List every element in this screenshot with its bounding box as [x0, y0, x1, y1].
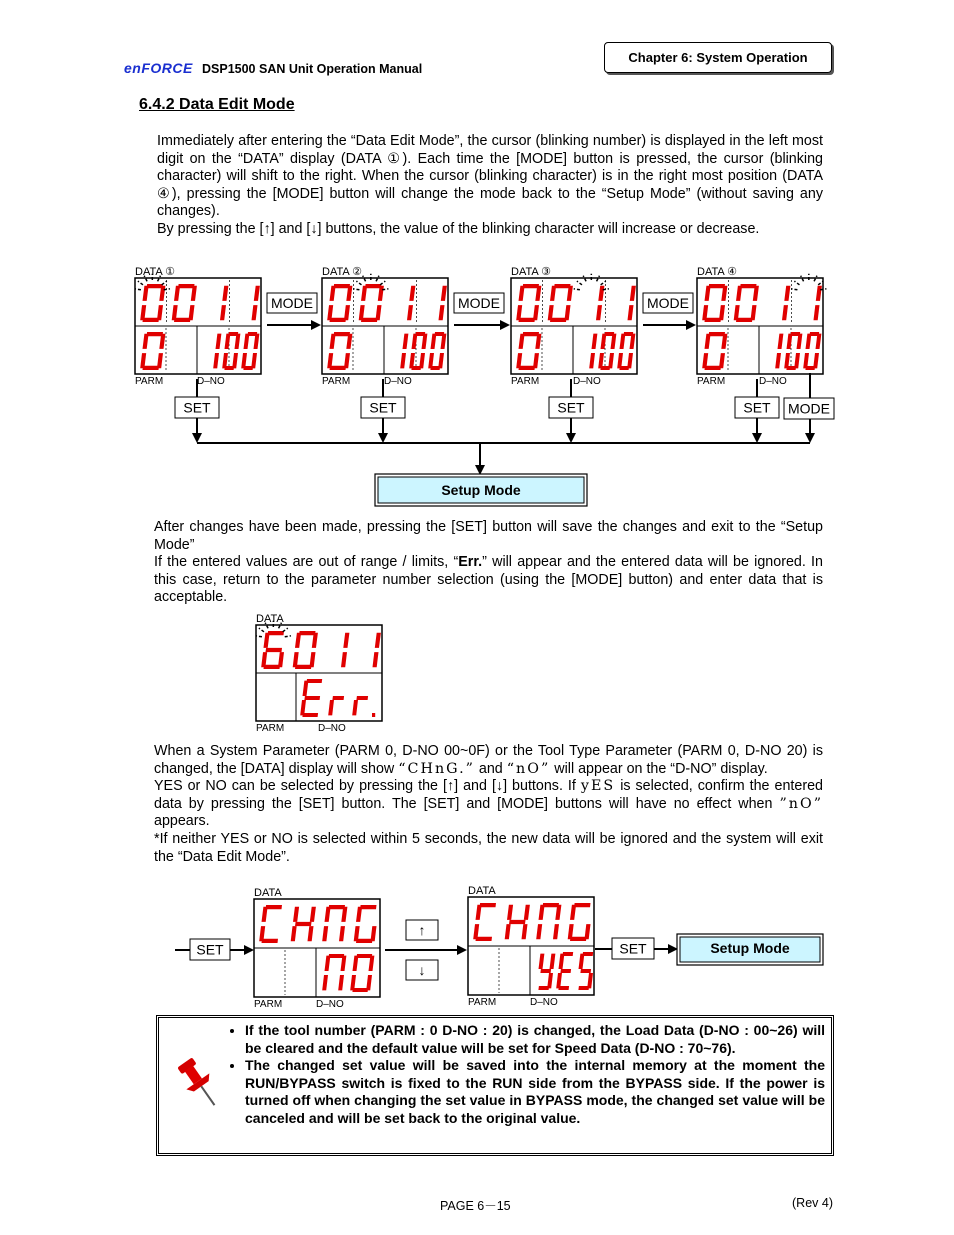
- data-label: DATA ④: [697, 266, 738, 278]
- error-display: [250, 610, 390, 736]
- segment-a: [178, 284, 194, 288]
- segment-a: [360, 905, 376, 909]
- set-button[interactable]: [175, 397, 219, 418]
- segment-g: [356, 696, 368, 700]
- segment-d: [519, 366, 536, 370]
- segment-d: [143, 366, 160, 370]
- segment-d: [705, 366, 722, 370]
- set-button[interactable]: [361, 397, 405, 418]
- dno-label: D–NO: [384, 376, 412, 387]
- sp-text-2c: appears.: [154, 813, 210, 830]
- segment-g: [266, 648, 283, 652]
- segment-d: [578, 986, 589, 990]
- page-number: PAGE 6－15: [440, 1199, 511, 1213]
- data-label: DATA: [254, 887, 282, 899]
- segment-d: [519, 318, 536, 322]
- segment-d: [143, 318, 160, 322]
- svg-text:SET: SET: [369, 399, 397, 416]
- segment-a: [709, 284, 725, 288]
- chng-code: “CHnG.”: [398, 760, 475, 777]
- set-button[interactable]: [735, 397, 779, 418]
- led-display-panel: [511, 266, 637, 387]
- parm-label: PARM: [254, 999, 283, 1010]
- led-display-panel: [468, 885, 594, 1008]
- sp-text-1c: will appear on the “D-NO” display.: [550, 760, 768, 777]
- parm-label: PARM: [322, 376, 351, 387]
- segment-g: [295, 922, 312, 926]
- segment-d: [476, 937, 493, 941]
- segment-g: [509, 920, 526, 924]
- setup-mode-box: [375, 474, 587, 506]
- after-text-1: After changes have been made, pressing the [SET] button will save the changes and exit to the “Setup Mode”: [154, 519, 823, 553]
- mode-button[interactable]: [267, 293, 317, 313]
- segment-g: [560, 969, 571, 973]
- yes-code: yES: [580, 778, 616, 795]
- segment-d: [570, 937, 587, 941]
- segment-g: [304, 696, 320, 700]
- parm-label: PARM: [697, 376, 726, 387]
- data-edit-flow-diagram: [0, 255, 954, 510]
- sp-text-2b: is selected, confirm the entered data by pressing the [SET] button. The [SET] and [MODE] buttons will have no effect when: [154, 778, 823, 812]
- intro-text-2: By pressing the [↑] and [↓] buttons, the value of the blinking character will increase or decrease.: [157, 220, 760, 237]
- segment-d: [330, 366, 347, 370]
- led-display-panel: [697, 266, 826, 387]
- data-label: DATA: [468, 885, 496, 897]
- segment-a: [268, 631, 284, 635]
- parm-label: PARM: [256, 723, 285, 734]
- intro-paragraph: [157, 133, 823, 239]
- svg-text:SET: SET: [557, 399, 585, 416]
- after-text-2a: If the entered values are out of range / limits, “: [154, 554, 459, 571]
- segment-d: [262, 939, 279, 943]
- svg-text:Setup Mode: Setup Mode: [441, 482, 521, 498]
- svg-text:SET: SET: [619, 940, 647, 957]
- mode-button[interactable]: [454, 293, 504, 313]
- segment-a: [307, 679, 323, 683]
- no-code: “nO”: [506, 760, 551, 777]
- data-label: DATA ②: [322, 266, 363, 278]
- svg-text:SET: SET: [196, 941, 224, 958]
- sp-text-3: *If neither YES or NO is selected within 5 seconds, the new data will be ignored and the system will exit the “Data Edit Mode”.: [154, 830, 823, 865]
- svg-text:↓: ↓: [418, 962, 426, 978]
- segment-a: [334, 284, 350, 288]
- segment-g: [332, 696, 344, 700]
- svg-text:↑: ↑: [418, 922, 426, 938]
- segment-g: [540, 969, 551, 973]
- dno-label: D–NO: [530, 997, 558, 1008]
- segment-d: [330, 318, 347, 322]
- segment-a: [554, 284, 570, 288]
- section-title: 6.4.2 Data Edit Mode: [139, 96, 295, 113]
- segment-a: [299, 631, 315, 635]
- err-keyword: Err.: [458, 554, 483, 571]
- segment-a: [329, 954, 345, 958]
- data-label: DATA ①: [135, 266, 176, 278]
- up-arrow-button[interactable]: [406, 920, 438, 940]
- segment-d: [736, 318, 753, 322]
- segment-a: [740, 284, 756, 288]
- set-button-confirm[interactable]: [612, 938, 654, 959]
- data-label: DATA ③: [511, 266, 552, 278]
- dno-label: D–NO: [759, 376, 787, 387]
- led-display-panel: [322, 266, 448, 387]
- dno-label: D–NO: [318, 723, 346, 734]
- brand-logo: enFORCE: [124, 60, 193, 76]
- mode-button-exit[interactable]: [784, 398, 834, 419]
- data-label: DATA: [256, 613, 284, 625]
- segment-a: [709, 332, 725, 336]
- yes-no-flow-diagram: [0, 884, 954, 1012]
- segment-d: [361, 318, 378, 322]
- svg-text:SET: SET: [743, 399, 771, 416]
- svg-text:SET: SET: [183, 399, 211, 416]
- segment-a: [480, 903, 496, 907]
- pushpin-icon: [175, 1052, 223, 1114]
- segment-d: [302, 713, 318, 717]
- segment-a: [523, 284, 539, 288]
- parm-label: PARM: [135, 376, 164, 387]
- segment-d: [705, 318, 722, 322]
- segment-a: [357, 954, 373, 958]
- after-paragraph: [154, 519, 823, 607]
- segment-d: [352, 988, 368, 992]
- svg-text:MODE: MODE: [647, 295, 689, 311]
- svg-text:MODE: MODE: [458, 295, 500, 311]
- segment-a: [147, 284, 163, 288]
- svg-text:MODE: MODE: [788, 400, 830, 417]
- set-button[interactable]: [549, 397, 593, 418]
- parm-label: PARM: [468, 997, 497, 1008]
- down-arrow-button[interactable]: [406, 960, 438, 980]
- segment-a: [523, 332, 539, 336]
- mode-button[interactable]: [643, 293, 693, 313]
- segment-a: [543, 903, 559, 907]
- segment-g: [580, 969, 591, 973]
- after-text-2b: ” will appear and the entered data will be ignored. In this case, return to the parameter number selection (using the [MODE] button) and enter data that is acceptable.: [154, 554, 823, 606]
- intro-text-1: Immediately after entering the “Data Edit Mode”, the cursor (blinking number) is displayed in the left most digit on the “DATA” display (DATA ①). Each time the [MODE] button is pressed, the cursor (blinking character) will shift to the right. When the cursor (blinking character) is in the right most position (DATA ④), pressing the [MODE] button will change the mode back to the “Setup Mode” (without saving any changes).: [157, 133, 823, 220]
- segment-d: [356, 939, 373, 943]
- segment-a: [329, 905, 345, 909]
- segment-d: [174, 318, 191, 322]
- no-code-2: ”nO”: [779, 795, 823, 812]
- led-display-panel: [254, 887, 380, 1010]
- segment-a: [334, 332, 350, 336]
- svg-text:MODE: MODE: [271, 295, 313, 311]
- parm-label: PARM: [511, 376, 540, 387]
- chapter-tab: [604, 42, 832, 73]
- segment-d: [264, 665, 281, 669]
- segment-d: [295, 665, 312, 669]
- manual-title: DSP1500 SAN Unit Operation Manual: [202, 62, 423, 76]
- segment-a: [574, 903, 590, 907]
- segment-a: [266, 905, 282, 909]
- dno-label: D–NO: [573, 376, 601, 387]
- note-box: [156, 1015, 834, 1156]
- segment-dot: [372, 713, 375, 717]
- dno-label: D–NO: [197, 376, 225, 387]
- led-display-panel: [135, 266, 261, 387]
- system-param-paragraph: [154, 743, 823, 866]
- note-item-2: • The changed set value will be saved into the internal memory at the moment the RUN/BYPASS switch is fixed to the RUN side from the BYPASS side. If the power is turned off when changing the set value in BYPASS mode, the changed set value will be canceled and will be set back to the original value.: [245, 1057, 825, 1127]
- note-item-1: • If the tool number (PARM : 0 D-NO : 20) is changed, the Load Data (D-NO : 00~26) will be cleared and the default value will be set for Speed Data (D-NO : 70~76).: [245, 1022, 825, 1057]
- segment-d: [550, 318, 567, 322]
- svg-text:Setup Mode: Setup Mode: [710, 940, 790, 956]
- segment-a: [147, 332, 163, 336]
- sp-text-1a: When a System Parameter (PARM 0, D-NO 00~0F) or the Tool Type Parameter (PARM 0, D-NO 20) is changed, the [DATA] display will show: [154, 743, 823, 777]
- sp-text-2a: YES or NO can be selected by pressing the [↑] and [↓] buttons. If: [154, 778, 581, 795]
- segment-a: [365, 284, 381, 288]
- setup-mode-box: [677, 934, 823, 965]
- dno-label: D–NO: [316, 999, 344, 1010]
- segment-d: [538, 986, 549, 990]
- revision: (Rev 4): [792, 1196, 833, 1210]
- chapter-label: Chapter 6: System Operation: [628, 50, 808, 65]
- sp-text-1b: and: [474, 760, 507, 777]
- set-button[interactable]: [190, 939, 230, 960]
